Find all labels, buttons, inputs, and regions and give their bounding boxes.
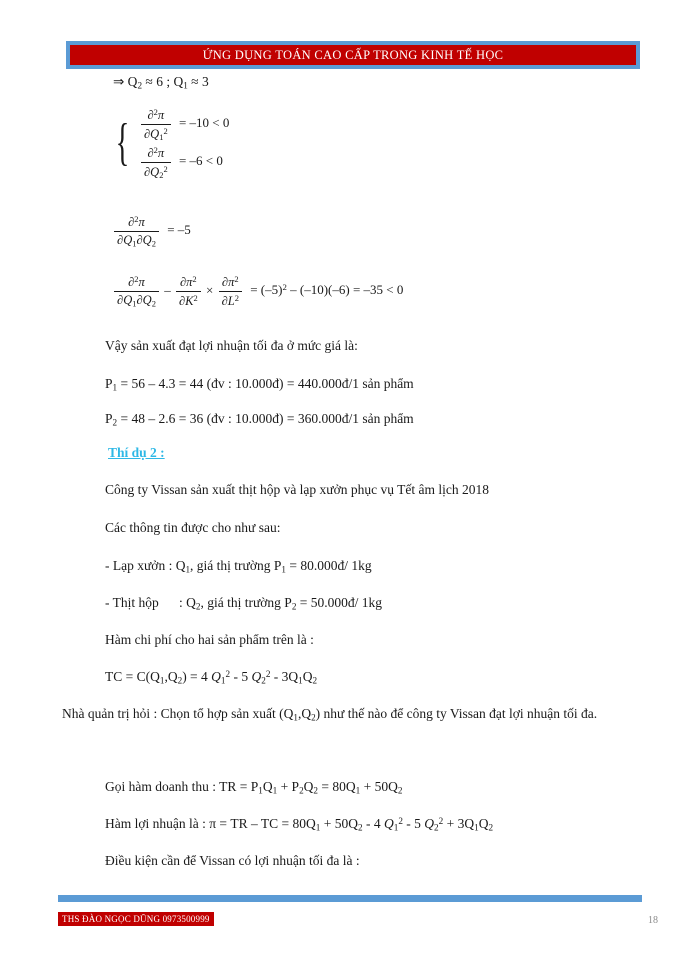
footer-bar — [58, 895, 642, 902]
example-intro-text: Công ty Vissan sản xuất thịt hộp và lạp xưởn phục vụ Tết âm lịch 2018 — [105, 482, 489, 497]
system-row-1 — [139, 107, 229, 142]
page-header-banner-fill — [70, 45, 636, 65]
condition-label-text: Điều kiện cần để Vissan có lợi nhuận tối đa là : — [105, 853, 360, 868]
system-row-1-value: = –10 < 0 — [178, 115, 230, 131]
footer-author-tag: THS ĐÀO NGỌC DŨNG 0973500999 — [58, 912, 214, 926]
discriminant-term-2-numerator: $\partial\pi^2$ — [176, 274, 201, 292]
conclusion-text: Vậy sản xuất đạt lợi nhuận tối đa ở mức giá là: — [105, 338, 358, 353]
second-order-conditions-system — [110, 104, 229, 183]
discriminant-term-3 — [219, 274, 242, 309]
partial-q2-denominator: $\partial Q_2^2$ — [143, 163, 168, 180]
discriminant-equation — [112, 274, 403, 309]
discriminant-times-operator: × — [205, 282, 214, 298]
discriminant-result: = $(-5)^2 - (-10)(-6) = -35 < 0$ — [250, 282, 404, 298]
mixed-partial-numerator: ∂$^2$π — [114, 214, 159, 232]
profit-function-line: Hàm lợi nhuận là : π = TR – TC = $80Q_1 + 50Q_2 - 4$ $Q_1^2 - 5$ $Q_2^2 + 3Q_1Q_2$ — [105, 816, 494, 833]
partial-q1-fraction — [141, 107, 171, 142]
system-rows — [139, 104, 229, 183]
info-label-text: Các thông tin được cho như sau: — [105, 520, 281, 535]
mixed-partial-fraction — [114, 214, 159, 248]
system-brace-icon: { — [115, 114, 130, 172]
system-row-2 — [139, 145, 229, 180]
product-item-2: - Thịt hộp : $Q_2$, giá thị trường $P_2$ = 50.000đ/ 1kg — [105, 595, 383, 612]
partial-q2-fraction — [141, 145, 171, 180]
discriminant-term-2 — [176, 274, 201, 309]
discriminant-term-3-numerator: $\partial\pi^2$ — [219, 274, 242, 292]
revenue-function-line: Gọi hàm doanh thu : TR = $P_1Q_1 + P_2Q_2 = 80Q_1 + 50Q_2$ — [105, 779, 403, 796]
mixed-partial-denominator: $\partial Q_1\partial Q_2$ — [117, 232, 156, 249]
page-header-title: ỨNG DỤNG TOÁN CAO CẤP TRONG KINH TẾ HỌC — [202, 47, 504, 62]
page-header-banner — [66, 41, 640, 69]
discriminant-term-1-denominator: $\partial Q_1\partial Q_2$ — [117, 293, 156, 309]
cost-function-formula: TC = $C(Q_1,Q_2) = 4$ $Q_1^2 - 5$ $Q_2^2 - 3Q_1Q_2$ — [105, 669, 318, 686]
manager-question-paragraph: Nhà quản trị hỏi : Chọn tổ hợp sản xuất $(Q_1,Q_2)$ như thế nào để công ty Vissan đạt lợi nhuận tối đa. — [62, 706, 598, 723]
result-line: ⇒ $Q_2 \approx 6$ ; $Q_1 \approx 3$ — [113, 74, 209, 91]
partial-q1-numerator: ∂$^2$π — [141, 107, 171, 125]
mixed-partial-equation — [112, 214, 191, 248]
partial-q1-denominator: $\partial Q_1^2$ — [143, 125, 168, 142]
partial-q2-numerator: ∂$^2$π — [141, 145, 171, 163]
price-1-line: $P_1 = 56 - 4.3 = 44$ (đv : 10.000đ) = 440.000đ/1 sản phẩm — [105, 376, 414, 393]
discriminant-term-2-denominator: $\partial K^2$ — [178, 292, 198, 308]
example-2-heading: Thí dụ 2 : — [108, 445, 165, 460]
page-number: 18 — [648, 915, 658, 926]
discriminant-minus-operator: – — [164, 282, 171, 298]
cost-function-label: Hàm chi phí cho hai sản phẩm trên là : — [105, 632, 314, 647]
discriminant-term-1 — [114, 274, 159, 308]
product-item-1: - Lạp xưởn : $Q_1$, giá thị trường $P_1$ = 80.000đ/ 1kg — [105, 558, 372, 575]
system-row-2-value: = –6 < 0 — [178, 153, 223, 169]
mixed-partial-value: = –5 — [167, 222, 191, 238]
discriminant-term-3-denominator: $\partial L^2$ — [221, 292, 239, 308]
discriminant-term-1-numerator: ∂$^2$π — [114, 274, 159, 292]
price-2-line: $P_2 = 48 - 2.6 = 36$ (đv : 10.000đ) = 360.000đ/1 sản phẩm — [105, 411, 414, 428]
